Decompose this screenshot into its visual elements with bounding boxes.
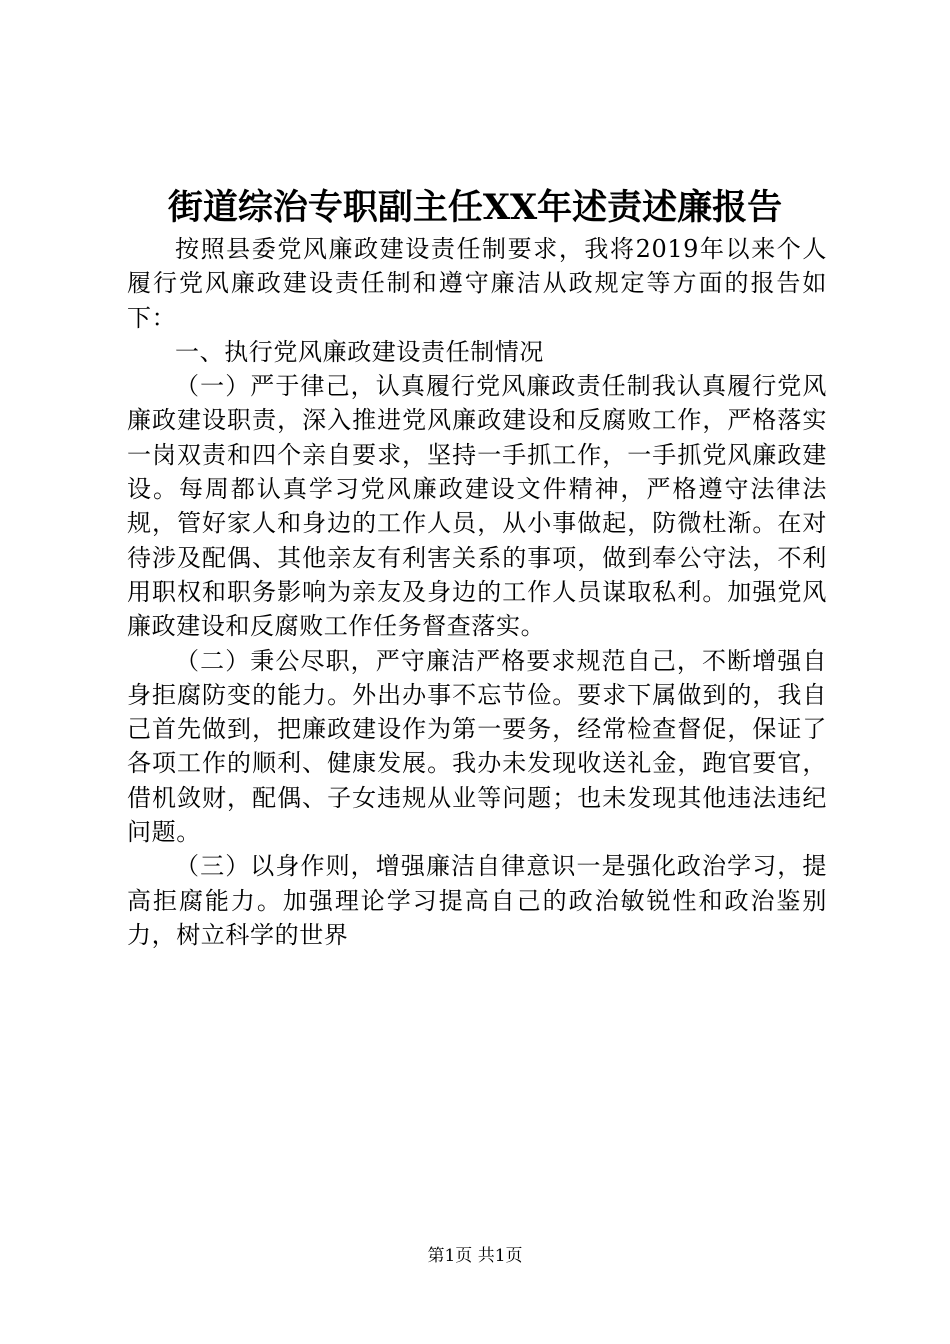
paragraph-point-3: （三）以身作则，增强廉洁自律意识一是强化政治学习，提高拒腐能力。加强理论学习提高自己的政治敏锐性和政治鉴别力，树立科学的世界	[127, 852, 827, 949]
document-body	[127, 232, 827, 952]
page-footer: 第1页 共1页	[427, 1246, 523, 1266]
paragraph-point-1: （一）严于律己，认真履行党风廉政责任制我认真履行党风廉政建设职责，深入推进党风廉政建设和反腐败工作，严格落实一岗双责和四个亲自要求，坚持一手抓工作，一手抓党风廉政建设。每周都认真学习党风廉政建设文件精神，严格遵守法律法规，管好家人和身边的工作人员，从小事做起，防微杜渐。在对待涉及配偶、其他亲友有利害关系的事项，做到奉公守法，不利用职权和职务影响为亲友及身边的工作人员谋取私利。加强党风廉政建设和反腐败工作任务督查落实。	[127, 372, 827, 641]
section-heading: 一、执行党风廉政建设责任制情况	[175, 337, 544, 366]
paragraph-intro: 按照县委党风廉政建设责任制要求，我将2019年以来个人履行党风廉政建设责任制和遵守廉洁从政规定等方面的报告如下：	[127, 235, 827, 332]
paragraph-point-2: （二）秉公尽职，严守廉洁严格要求规范自己，不断增强自身拒腐防变的能力。外出办事不忘节俭。要求下属做到的，我自己首先做到，把廉政建设作为第一要务，经常检查督促，保证了各项工作的顺利、健康发展。我办未发现收送礼金，跑官要官，借机敛财，配偶、子女违规从业等问题；也未发现其他违法违纪问题。	[127, 646, 827, 847]
document-title: 街道综治专职副主任XX年述责述廉报告	[167, 187, 783, 228]
